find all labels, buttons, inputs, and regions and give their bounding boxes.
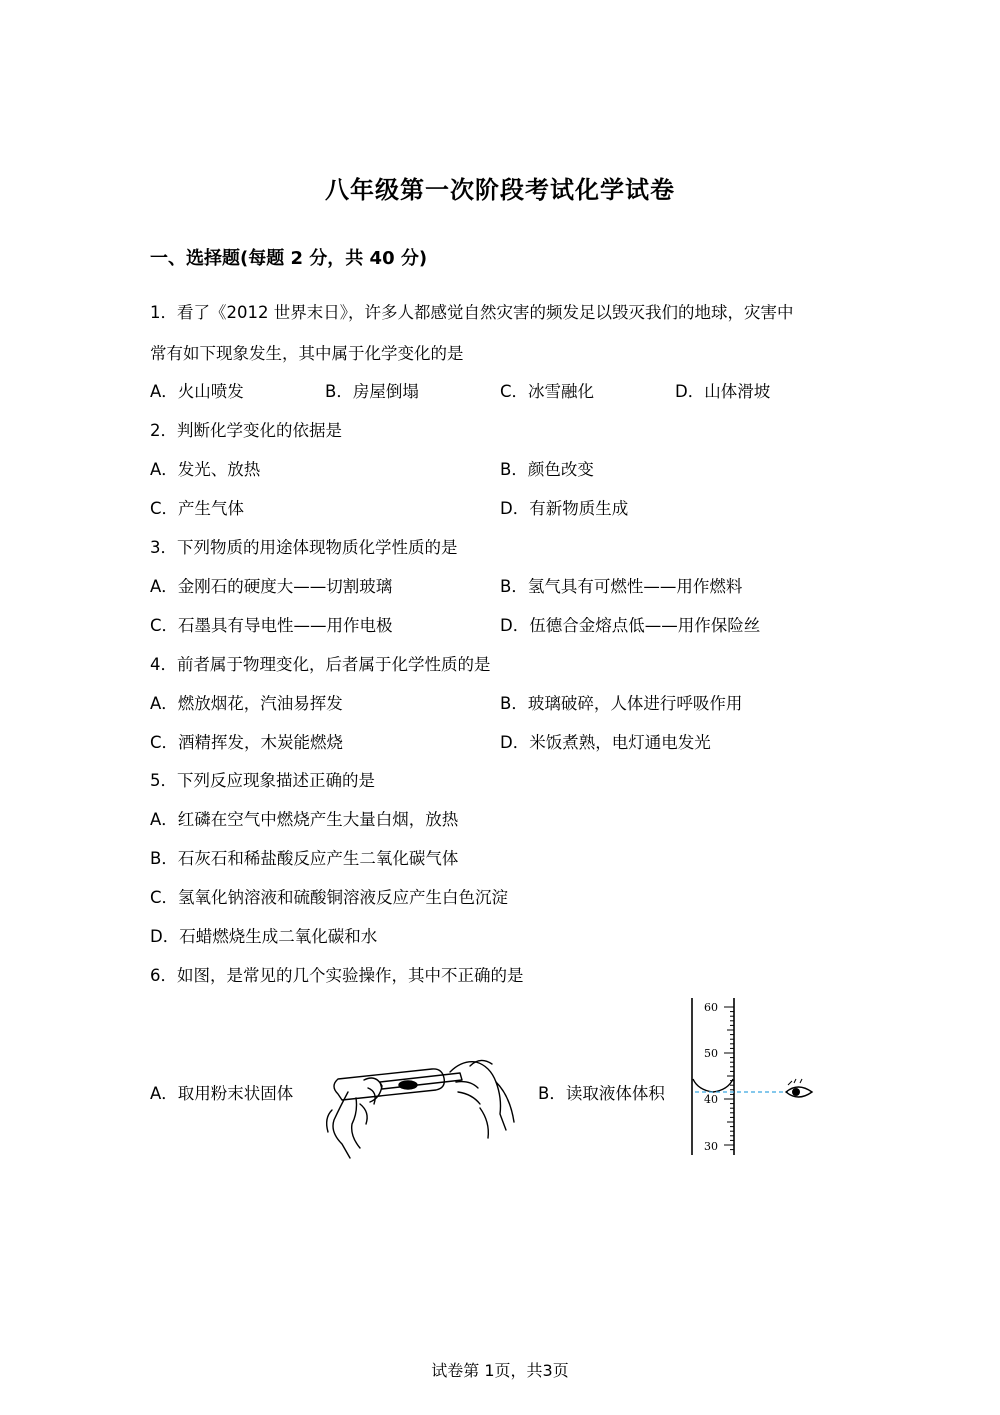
question-2-option-b: B．颜色改变 [500, 460, 594, 479]
question-5-option-b: B．石灰石和稀盐酸反应产生二氧化碳气体 [150, 849, 459, 868]
question-2-option-d: D．有新物质生成 [500, 499, 629, 518]
question-6-option-b: B．读取液体体积 [538, 1084, 665, 1103]
question-1-option-b: B．房屋倒塌 [325, 382, 419, 401]
question-2-stem: 2．判断化学变化的依据是 [150, 421, 342, 440]
question-3-option-d: D．伍德合金熔点低——用作保险丝 [500, 616, 761, 635]
question-2-option-c: C．产生气体 [150, 499, 245, 518]
section-heading: 一、选择题(每题 2 分，共 40 分) [150, 248, 428, 269]
question-2-option-a: A．发光、放热 [150, 460, 261, 479]
page-title: 八年级第一次阶段考试化学试卷 [325, 176, 675, 204]
question-6-option-a: A．取用粉末状固体 [150, 1084, 294, 1103]
question-6-stem: 6．如图，是常见的几个实验操作，其中不正确的是 [150, 966, 524, 985]
question-5-stem: 5．下列反应现象描述正确的是 [150, 771, 375, 790]
question-1-option-d: D．山体滑坡 [675, 382, 771, 401]
question-4-option-c: C．酒精挥发，木炭能燃烧 [150, 733, 344, 752]
question-3-stem: 3．下列物质的用途体现物质化学性质的是 [150, 538, 458, 557]
question-1-option-c: C．冰雪融化 [500, 382, 595, 401]
question-3-option-b: B．氢气具有可燃性——用作燃料 [500, 577, 743, 596]
question-4-option-b: B．玻璃破碎，人体进行呼吸作用 [500, 694, 743, 713]
question-3-option-a: A．金刚石的硬度大——切割玻璃 [150, 577, 393, 596]
scale-label-50: 50 [704, 1047, 718, 1060]
question-5-option-c: C．氢氧化钠溶液和硫酸铜溶液反应产生白色沉淀 [150, 888, 509, 907]
powder-test-tube-illustration [320, 1052, 520, 1162]
page-footer: 试卷第 1页，共3页 [431, 1361, 569, 1380]
scale-label-30: 30 [704, 1140, 718, 1153]
question-4-option-a: A．燃放烟花，汽油易挥发 [150, 694, 343, 713]
question-4-option-d: D．米饭煮熟，电灯通电发光 [500, 733, 711, 752]
eye-icon [786, 1079, 812, 1097]
question-5-option-a: A．红磷在空气中燃烧产生大量白烟，放热 [150, 810, 459, 829]
scale-label-60: 60 [704, 1001, 718, 1014]
question-3-option-c: C．石墨具有导电性——用作电极 [150, 616, 393, 635]
graduated-cylinder-illustration [690, 995, 820, 1160]
question-1-stem-line-2: 常有如下现象发生，其中属于化学变化的是 [150, 344, 464, 363]
scale-label-40: 40 [704, 1093, 718, 1106]
question-1-option-a: A．火山喷发 [150, 382, 244, 401]
question-4-stem: 4．前者属于物理变化，后者属于化学性质的是 [150, 655, 491, 674]
question-5-option-d: D．石蜡燃烧生成二氧化碳和水 [150, 927, 378, 946]
question-1-stem-line-1: 1．看了《2012 世界末日》，许多人都感觉自然灾害的频发足以毁灭我们的地球，灾害中 [150, 303, 794, 322]
